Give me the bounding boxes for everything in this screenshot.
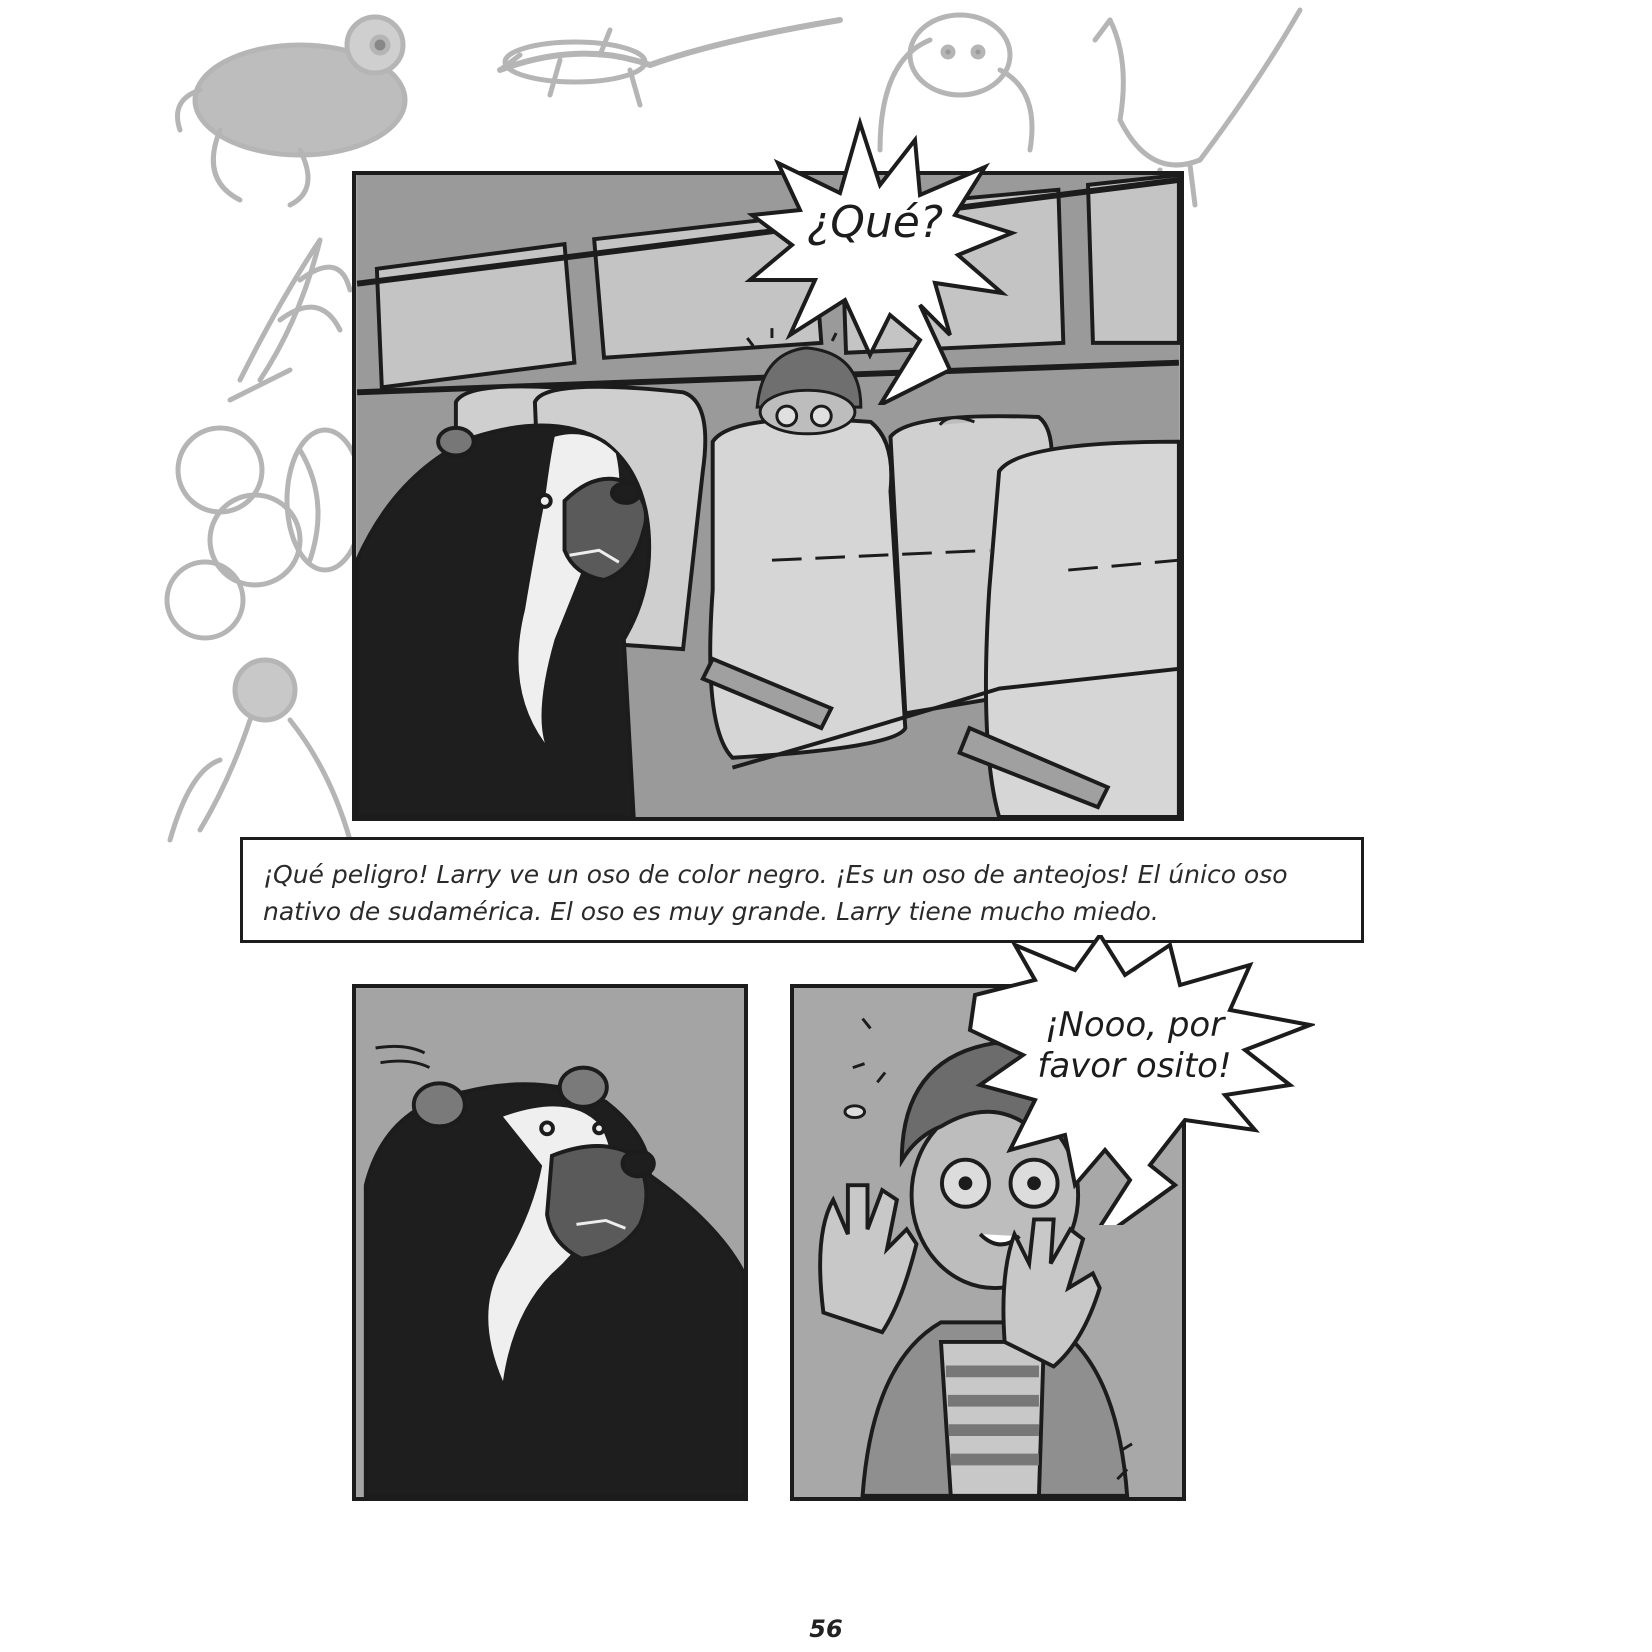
- plant-sketch: [230, 240, 350, 400]
- speech-burst-que: [730, 115, 1020, 405]
- speech-burst-nooo: [955, 935, 1315, 1225]
- speech-text-nooo-line-2: favor osito!: [1037, 1046, 1232, 1086]
- speech-text-nooo-line-1: ¡Nooo, por: [1044, 1005, 1225, 1045]
- caption-line-1: ¡Qué peligro! Larry ve un oso de color negro. ¡Es un oso de anteojos! El único oso: [263, 860, 1288, 889]
- monkey-sketch: [170, 660, 350, 840]
- speech-text-que: ¿Qué?: [806, 197, 944, 248]
- bear-closeup-illustration: [356, 988, 744, 1497]
- lizard-sketch: [500, 20, 840, 105]
- flower-sketch: [167, 428, 363, 638]
- narration-caption: [240, 837, 1364, 943]
- speech-text-nooo: [1027, 1005, 1242, 1087]
- caption-line-2: nativo de sudamérica. El oso es muy grande. Larry tiene mucho miedo.: [263, 897, 1159, 926]
- burst-shape: [730, 115, 1020, 405]
- comic-panel-bear-closeup: [352, 984, 748, 1501]
- page-number: 56: [809, 1615, 843, 1643]
